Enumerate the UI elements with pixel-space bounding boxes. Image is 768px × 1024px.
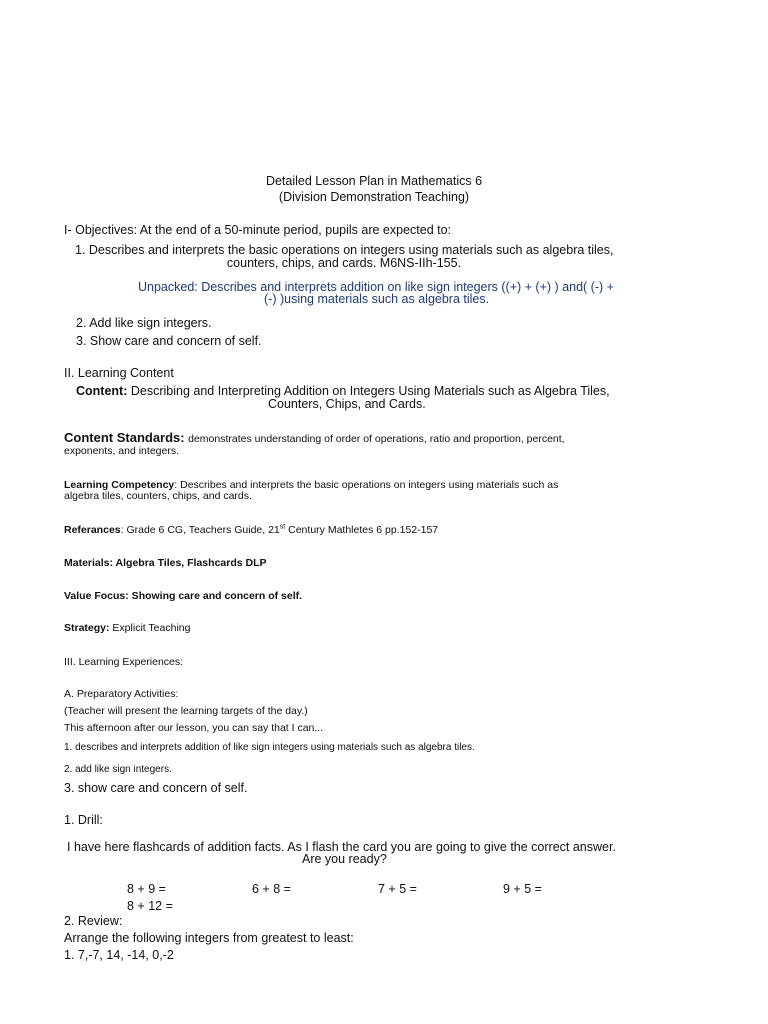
target-1: 1. describes and interprets addition of like sign integers using materials such as algebra tiles.: [64, 742, 475, 753]
materials-text: Algebra Tiles, Flashcards DLP: [113, 557, 267, 569]
drill-fact: 8 + 12 =: [127, 899, 173, 913]
objectives-heading: I- Objectives: At the end of a 50-minute period, pupils are expected to:: [64, 223, 452, 237]
references-line: [64, 524, 438, 536]
review-instruction: Arrange the following integers from greatest to least:: [64, 931, 354, 945]
drill-fact: 7 + 5 =: [378, 882, 417, 896]
objective-1-line-2: counters, chips, and cards. M6NS-IIh-155.: [226, 256, 462, 270]
content-standards-label: Content Standards:: [64, 430, 185, 445]
preparatory-intro: This afternoon after our lesson, you can say that I can...: [64, 722, 324, 734]
strategy-text: Explicit Teaching: [109, 622, 191, 634]
objective-3: 3. Show care and concern of self.: [76, 334, 262, 348]
unpacked-line-1: Unpacked: Describes and interprets addition on like sign integers ((+) + (+) ) and( (-) +: [138, 280, 614, 294]
review-item-1: 1. 7,-7, 14, -14, 0,-2: [64, 948, 174, 962]
review-heading: 2. Review:: [64, 914, 123, 928]
references-text-before: : Grade 6 CG, Teachers Guide, 21: [120, 524, 280, 536]
strategy-label: Strategy:: [64, 622, 110, 634]
document-title: Detailed Lesson Plan in Mathematics 6: [265, 174, 483, 188]
objective-2: 2. Add like sign integers.: [76, 316, 212, 330]
drill-fact: 8 + 9 =: [127, 882, 166, 896]
preparatory-note: (Teacher will present the learning targets of the day.): [64, 705, 308, 717]
content-line-1: [76, 384, 610, 398]
document-subtitle: (Division Demonstration Teaching): [278, 190, 470, 204]
drill-instruction-line-1: I have here flashcards of addition facts. As I flash the card you are going to give the correct answer.: [67, 840, 616, 854]
objective-1-line-1: 1. Describes and interprets the basic operations on integers using materials such as algebra tiles,: [75, 243, 614, 257]
content-text-1: Describing and Interpreting Addition on Integers Using Materials such as Algebra Tiles,: [130, 384, 610, 398]
content-standards-line-2: exponents, and integers.: [64, 445, 179, 457]
target-2: 2. add like sign integers.: [64, 764, 172, 775]
drill-fact: 9 + 5 =: [503, 882, 542, 896]
materials-line: [64, 557, 267, 569]
drill-heading: 1. Drill:: [64, 813, 103, 827]
content-standards-text-1: demonstrates understanding of order of operations, ratio and proportion, percent,: [188, 433, 565, 445]
target-3: 3. show care and concern of self.: [64, 781, 248, 795]
learning-content-heading: II. Learning Content: [64, 366, 174, 380]
references-text-after: Century Mathletes 6 pp.152-157: [285, 524, 439, 536]
drill-fact: 6 + 8 =: [252, 882, 291, 896]
learning-competency-line-2: algebra tiles, counters, chips, and cards.: [64, 490, 252, 502]
unpacked-line-2: (-) )using materials such as algebra tiles.: [264, 292, 490, 306]
references-label: Referances: [64, 524, 121, 536]
learning-competency-label: Learning Competency: [64, 479, 175, 491]
content-label: Content:: [76, 384, 128, 398]
preparatory-heading: A. Preparatory Activities:: [64, 688, 179, 700]
learning-experiences-heading: III. Learning Experiences:: [64, 656, 184, 668]
materials-label: Materials:: [64, 557, 114, 569]
value-focus: Value Focus: Showing care and concern of self.: [64, 590, 303, 602]
references-sup: st: [279, 523, 286, 531]
content-standards-line-1: [64, 431, 565, 445]
content-line-2: Counters, Chips, and Cards.: [268, 397, 426, 411]
drill-instruction-line-2: Are you ready?: [302, 852, 387, 866]
strategy-line: [64, 622, 190, 634]
learning-competency-text-1: : Describes and interprets the basic operations on integers using materials such as: [174, 479, 559, 491]
